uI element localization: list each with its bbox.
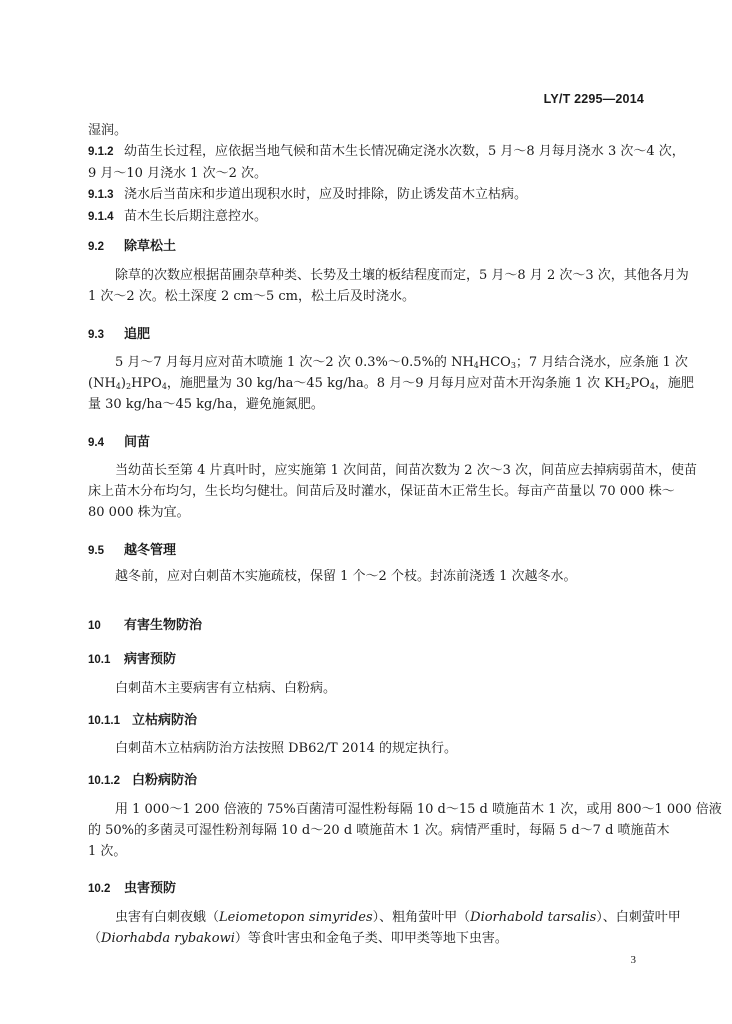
section-9-5-body: 越冬前，应对白刺苗木实施疏枝，保留 1 个～2 个枝。封冻前浇透 1 次越冬水。 — [115, 569, 577, 584]
section-9-2-heading: 9.2 除草松土 — [88, 239, 177, 254]
chapter-title: 有害生物防治 — [124, 618, 203, 633]
section-title: 追肥 — [124, 327, 151, 342]
latin-name: Diorhabda rybakowi — [101, 931, 235, 946]
section-title: 虫害预防 — [124, 881, 177, 896]
latin-name: Diorhabold tarsalis — [470, 910, 597, 925]
section-10-1-body: 白刺苗木主要病害有立枯病、白粉病。 — [115, 681, 337, 696]
continuation-paragraph: 湿润。 — [88, 123, 128, 138]
clause-number: 9.1.3 — [88, 189, 114, 201]
section-10-1-2-heading: 10.1.2 白粉病防治 — [88, 773, 198, 788]
section-title: 越冬管理 — [124, 543, 177, 558]
section-10-1-2-body: 用 1 000～1 200 倍液的 75%百菌清可湿性粉每隔 10 d～15 d 喷施苗木 1 次，或用 800～1 000 倍液 的 50%的多菌灵可湿性粉剂每隔 10 d～20 d 喷施苗木 1 次。病情严重时，每隔 5 d～7 d 喷施苗木 1 次。 — [88, 802, 722, 859]
latin-name: Leiometopon simyrides — [219, 910, 373, 925]
standard-code: LY/T 2295—2014 — [543, 92, 644, 106]
section-9-3-body: 5 月～7 月每月应对苗木喷施 1 次～2 次 0.3%～0.5%的 $NH_4HCO_3$；7 月结合浇水，应条施 1 次 $(NH_4)_2HPO_4$，施肥量为 30 kg/ha～45 kg/ha。8 月～9 月每月应对苗木开沟条施 1 次 $KH_2PO_4$，施肥 量 30 kg/ha～45 kg/ha，避免施氮肥。 — [88, 355, 694, 412]
section-10-1-1-heading: 10.1.1 立枯病防治 — [88, 713, 198, 728]
section-9-5-heading: 9.5 越冬管理 — [88, 543, 177, 558]
section-title: 白粉病防治 — [132, 773, 198, 788]
clause-9-1-3: 9.1.3 浇水后当苗床和步道出现积水时，应及时排除，防止诱发苗木立枯病。 — [88, 184, 658, 206]
clause-9-1-4: 9.1.4 苗木生长后期注意控水。 — [88, 206, 658, 228]
section-9-4-heading: 9.4 间苗 — [88, 435, 151, 450]
clause-number: 9.1.4 — [88, 211, 114, 223]
section-9-2-body: 除草的次数应根据苗圃杂草种类、长势及土壤的板结程度而定，5 月～8 月 2 次～3 次，其他各月为 1 次～2 次。松土深度 2 cm～5 cm，松土后及时浇水。 — [88, 268, 689, 304]
section-9-3-heading: 9.3 追肥 — [88, 327, 151, 342]
page-number: 3 — [630, 954, 636, 966]
section-title: 除草松土 — [124, 239, 177, 254]
clause-number: 9.1.2 — [88, 146, 114, 158]
chapter-10-heading: 10 有害生物防治 — [88, 618, 203, 633]
section-10-1-heading: 10.1 病害预防 — [88, 652, 177, 667]
clause-9-1-2: 9.1.2 幼苗生长过程，应依据当地气候和苗木生长情况确定浇水次数，5 月～8 月每月浇水 3 次～4 次， 9 月～10 月浇水 1 次～2 次。 — [88, 144, 685, 181]
section-10-2-heading: 10.2 虫害预防 — [88, 881, 177, 896]
section-10-1-1-body: 白刺苗木立枯病防治方法按照 DB62/T 2014 的规定执行。 — [115, 741, 458, 756]
section-10-2-body: 虫害有白刺夜蛾（Leiometopon simyrides）、粗角萤叶甲（Diorhabold tarsalis）、白刺萤叶甲 （Diorhabda rybakowi）等食叶害虫和金龟子类、叩甲类等地下虫害。 — [88, 910, 681, 946]
section-title: 立枯病防治 — [132, 713, 198, 728]
section-9-4-body: 当幼苗长至第 4 片真叶时，应实施第 1 次间苗，间苗次数为 2 次～3 次，间苗应去掉病弱苗木，使苗 床上苗木分布均匀，生长均匀健壮。间苗后及时灌水，保证苗木正常生长。每亩产苗量以 70 000 株～ 80 000 株为宜。 — [88, 463, 698, 520]
section-title: 间苗 — [124, 435, 151, 450]
section-title: 病害预防 — [124, 652, 177, 667]
